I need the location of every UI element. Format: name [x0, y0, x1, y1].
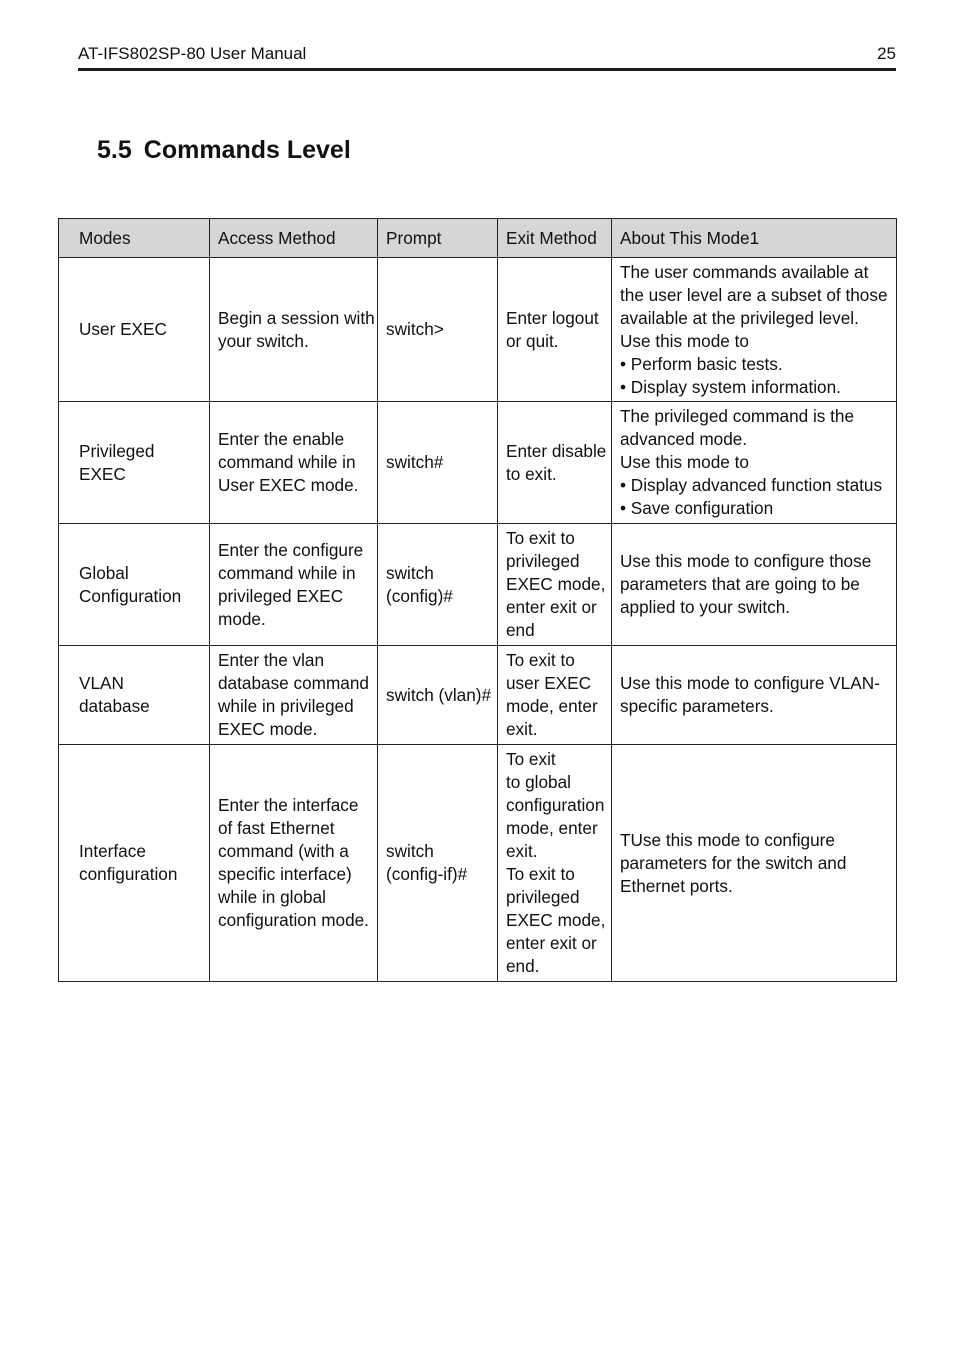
- cell-text-line: Configuration: [79, 585, 182, 606]
- table-row: [59, 402, 897, 524]
- cell-text-line: Enter the interface: [218, 795, 359, 815]
- prompt-cell: [378, 258, 498, 402]
- cell-text-line: available at the privileged level.: [620, 307, 859, 328]
- cell-text-line: switch#: [386, 452, 444, 472]
- cell-text-line: Global: [79, 562, 129, 583]
- column-header-about: About This Mode1: [612, 219, 897, 258]
- cell-text-line: applied to your switch.: [620, 597, 791, 617]
- about-cell: [612, 402, 897, 524]
- cell-text-line: Enter the enable: [218, 429, 345, 449]
- about-cell: [612, 745, 897, 982]
- section-title: Commands Level: [143, 136, 351, 164]
- cell-text-line: TUse this mode to configure: [620, 829, 835, 850]
- exit-method-cell: [498, 745, 612, 982]
- cell-text-line: EXEC mode.: [218, 719, 318, 739]
- page-number: 25: [877, 44, 896, 63]
- cell-text-line: database command: [218, 673, 369, 693]
- cell-text-line: advanced mode.: [620, 429, 748, 449]
- mode-cell: [59, 646, 210, 745]
- section-heading: [97, 136, 351, 165]
- cell-text-line: Privileged: [79, 440, 155, 461]
- cell-text-line: • Save configuration: [620, 498, 774, 518]
- cell-text-line: To exit to: [506, 864, 575, 884]
- exit-method-cell: [498, 646, 612, 745]
- exit-method-cell: [498, 524, 612, 646]
- cell-text-line: EXEC: [79, 463, 126, 484]
- cell-text-line: configuration: [506, 795, 605, 815]
- cell-text-line: command while in: [218, 562, 356, 583]
- cell-text-line: Use this mode to configure those: [620, 551, 872, 571]
- cell-text-line: while in global: [218, 887, 326, 907]
- mode-cell: [59, 745, 210, 982]
- access-method-cell: [210, 524, 378, 646]
- page-header: [78, 42, 896, 71]
- prompt-cell: [378, 402, 498, 524]
- table-row: [59, 646, 897, 745]
- table-header-row: [59, 219, 897, 258]
- cell-text-line: Begin a session with: [218, 307, 375, 328]
- cell-text-line: parameters that are going to be: [620, 574, 860, 594]
- cell-text-line: User EXEC: [79, 319, 167, 339]
- cell-text-line: end.: [506, 956, 540, 976]
- cell-text-line: switch: [386, 841, 434, 861]
- about-cell: [612, 258, 897, 402]
- cell-text-line: user EXEC: [506, 673, 592, 693]
- cell-text-line: to exit.: [506, 463, 557, 484]
- cell-text-line: Use this mode to: [620, 330, 749, 351]
- cell-text-line: configuration: [79, 864, 178, 884]
- cell-text-line: while in privileged: [218, 696, 354, 716]
- cell-text-line: exit.: [506, 841, 538, 861]
- cell-text-line: Ethernet ports.: [620, 875, 733, 896]
- cell-text-line: mode, enter: [506, 696, 598, 716]
- manual-title: AT-IFS802SP-80 User Manual: [78, 44, 307, 63]
- cell-text-line: • Display advanced function status: [620, 475, 883, 495]
- cell-text-line: command (with a: [218, 841, 349, 861]
- cell-text-line: specific parameters.: [620, 696, 774, 716]
- commands-level-table: [58, 218, 897, 982]
- access-method-cell: [210, 402, 378, 524]
- cell-text-line: To exit to: [506, 650, 575, 670]
- column-header-access-method: Access Method: [210, 219, 378, 258]
- cell-text-line: the user level are a subset of those: [620, 284, 888, 305]
- cell-text-line: Use this mode to: [620, 452, 749, 472]
- cell-text-line: (config-if)#: [386, 864, 468, 884]
- cell-text-line: EXEC mode,: [506, 910, 606, 930]
- cell-text-line: The privileged command is the: [620, 406, 855, 426]
- exit-method-cell: [498, 258, 612, 402]
- cell-text-line: switch>: [386, 319, 444, 339]
- cell-text-line: enter exit or: [506, 933, 597, 953]
- cell-text-line: your switch.: [218, 330, 309, 351]
- prompt-cell: [378, 524, 498, 646]
- cell-text-line: mode, enter: [506, 818, 598, 838]
- cell-text-line: VLAN: [79, 673, 124, 693]
- cell-text-line: exit.: [506, 719, 538, 739]
- cell-text-line: configuration mode.: [218, 910, 369, 930]
- cell-text-line: specific interface): [218, 864, 352, 884]
- prompt-cell: [378, 745, 498, 982]
- column-header-prompt: Prompt: [378, 219, 498, 258]
- cell-text-line: (config)#: [386, 585, 453, 606]
- table-row: [59, 258, 897, 402]
- cell-text-line: To exit to: [506, 528, 575, 548]
- cell-text-line: to global: [506, 772, 571, 792]
- column-header-exit-method: Exit Method: [498, 219, 612, 258]
- cell-text-line: database: [79, 696, 150, 716]
- cell-text-line: command while in: [218, 452, 356, 472]
- cell-text-line: privileged EXEC: [218, 585, 344, 606]
- section-number: 5.5: [97, 136, 132, 164]
- prompt-cell: [378, 646, 498, 745]
- cell-text-line: Enter disable: [506, 440, 607, 461]
- exit-method-cell: [498, 402, 612, 524]
- cell-text-line: privileged: [506, 887, 580, 907]
- about-cell: [612, 524, 897, 646]
- access-method-cell: [210, 646, 378, 745]
- cell-text-line: parameters for the switch and: [620, 852, 847, 873]
- cell-text-line: • Display system information.: [620, 376, 841, 397]
- cell-text-line: User EXEC mode.: [218, 475, 359, 495]
- cell-text-line: Use this mode to configure VLAN-: [620, 673, 880, 693]
- mode-cell: [59, 258, 210, 402]
- cell-text-line: enter exit or: [506, 597, 597, 617]
- about-cell: [612, 646, 897, 745]
- cell-text-line: or quit.: [506, 330, 559, 351]
- table-row: [59, 745, 897, 982]
- cell-text-line: switch: [386, 562, 434, 583]
- cell-text-line: The user commands available at: [620, 261, 869, 282]
- cell-text-line: switch (vlan)#: [386, 684, 492, 705]
- cell-text-line: privileged: [506, 551, 580, 571]
- mode-cell: [59, 524, 210, 646]
- access-method-cell: [210, 745, 378, 982]
- cell-text-line: Interface: [79, 841, 146, 861]
- cell-text-line: To exit: [506, 749, 556, 769]
- cell-text-line: Enter the configure: [218, 539, 364, 560]
- table-row: [59, 524, 897, 646]
- access-method-cell: [210, 258, 378, 402]
- cell-text-line: Enter logout: [506, 307, 599, 328]
- cell-text-line: EXEC mode,: [506, 574, 606, 594]
- cell-text-line: Enter the vlan: [218, 650, 325, 670]
- cell-text-line: of fast Ethernet: [218, 818, 335, 838]
- column-header-modes: Modes: [59, 219, 210, 258]
- cell-text-line: • Perform basic tests.: [620, 353, 783, 374]
- mode-cell: [59, 402, 210, 524]
- cell-text-line: mode.: [218, 608, 266, 629]
- cell-text-line: end: [506, 620, 535, 640]
